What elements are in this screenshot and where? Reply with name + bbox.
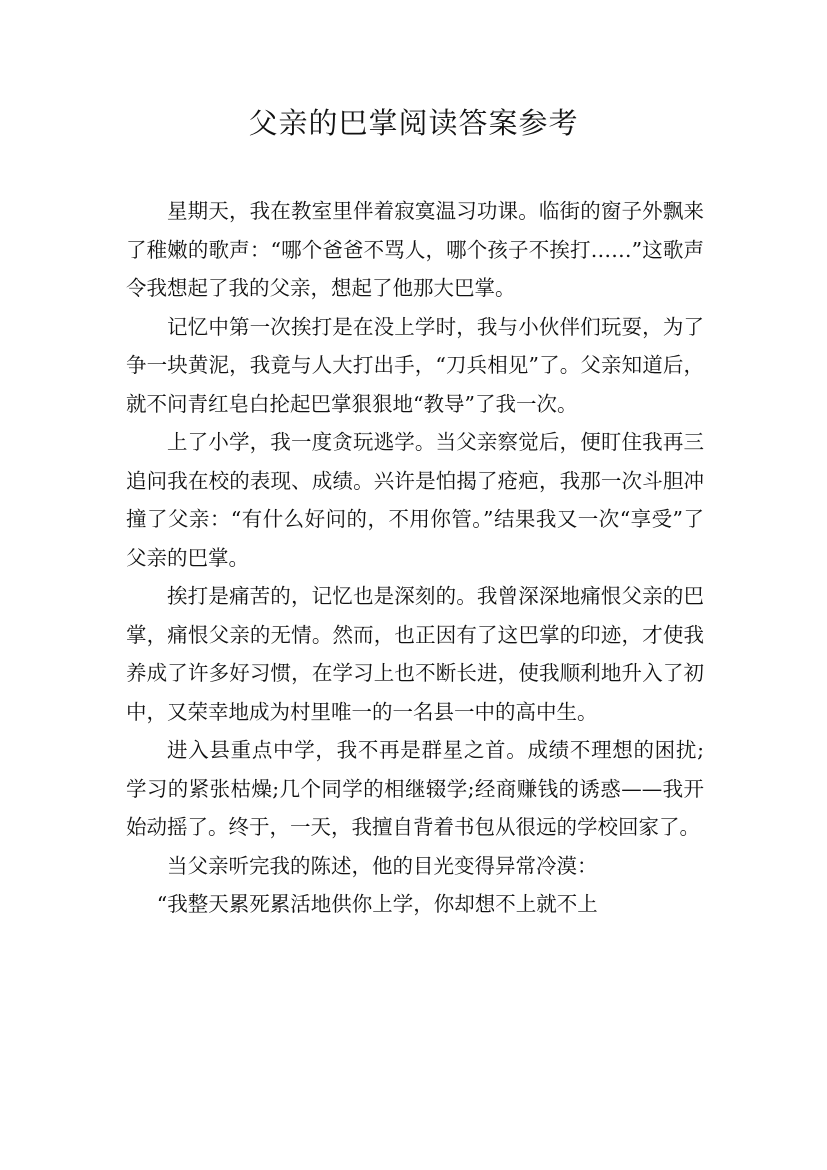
paragraph-2: 记忆中第一次挨打是在没上学时，我与小伙伴们玩耍，为了争一块黄泥，我竟与人大打出手，“刀兵相见”了。父亲知道后，就不问青红皂白抡起巴掌狠狠地“教导”了我一次。 xyxy=(126,314,704,416)
paragraph-5: 进入县重点中学，我不再是群星之首。成绩不理想的困扰;学习的紧张枯燥;几个同学的相继辍学;经商赚钱的诱惑——我开始动摇了。终于，一天，我擅自背着书包从很远的学校回家了。 xyxy=(126,738,704,839)
paragraph-6: 当父亲听完我的陈述，他的目光变得异常冷漠： xyxy=(167,853,598,878)
paragraph-3: 上了小学，我一度贪玩逃学。当父亲察觉后，便盯住我再三追问我在校的表现、成绩。兴许是怕揭了疮疤，我那一次斗胆冲撞了父亲：“有什么好问的，不用你管。”结果我又一次“享受”了父亲的巴掌。 xyxy=(126,430,704,570)
document-body xyxy=(126,192,704,924)
paragraph-4: 挨打是痛苦的，记忆也是深刻的。我曾深深地痛恨父亲的巴掌，痛恨父亲的无情。然而，也正因有了这巴掌的印迹，才使我养成了许多好习惯，在学习上也不断长进，使我顺利地升入了初中，又荣幸地成为村里唯一的一名县一中的高中生。 xyxy=(126,584,704,724)
document-title: 父亲的巴掌阅读答案参考 xyxy=(248,106,579,140)
paragraph-1: 星期天，我在教室里伴着寂寞温习功课。临街的窗子外飘来了稚嫩的歌声：“哪个爸爸不骂人，哪个孩子不挨打……”这歌声令我想起了我的父亲，想起了他那大巴掌。 xyxy=(126,199,704,300)
paragraph-7: “我整天累死累活地供你上学，你却想不上就不上 xyxy=(156,892,598,916)
